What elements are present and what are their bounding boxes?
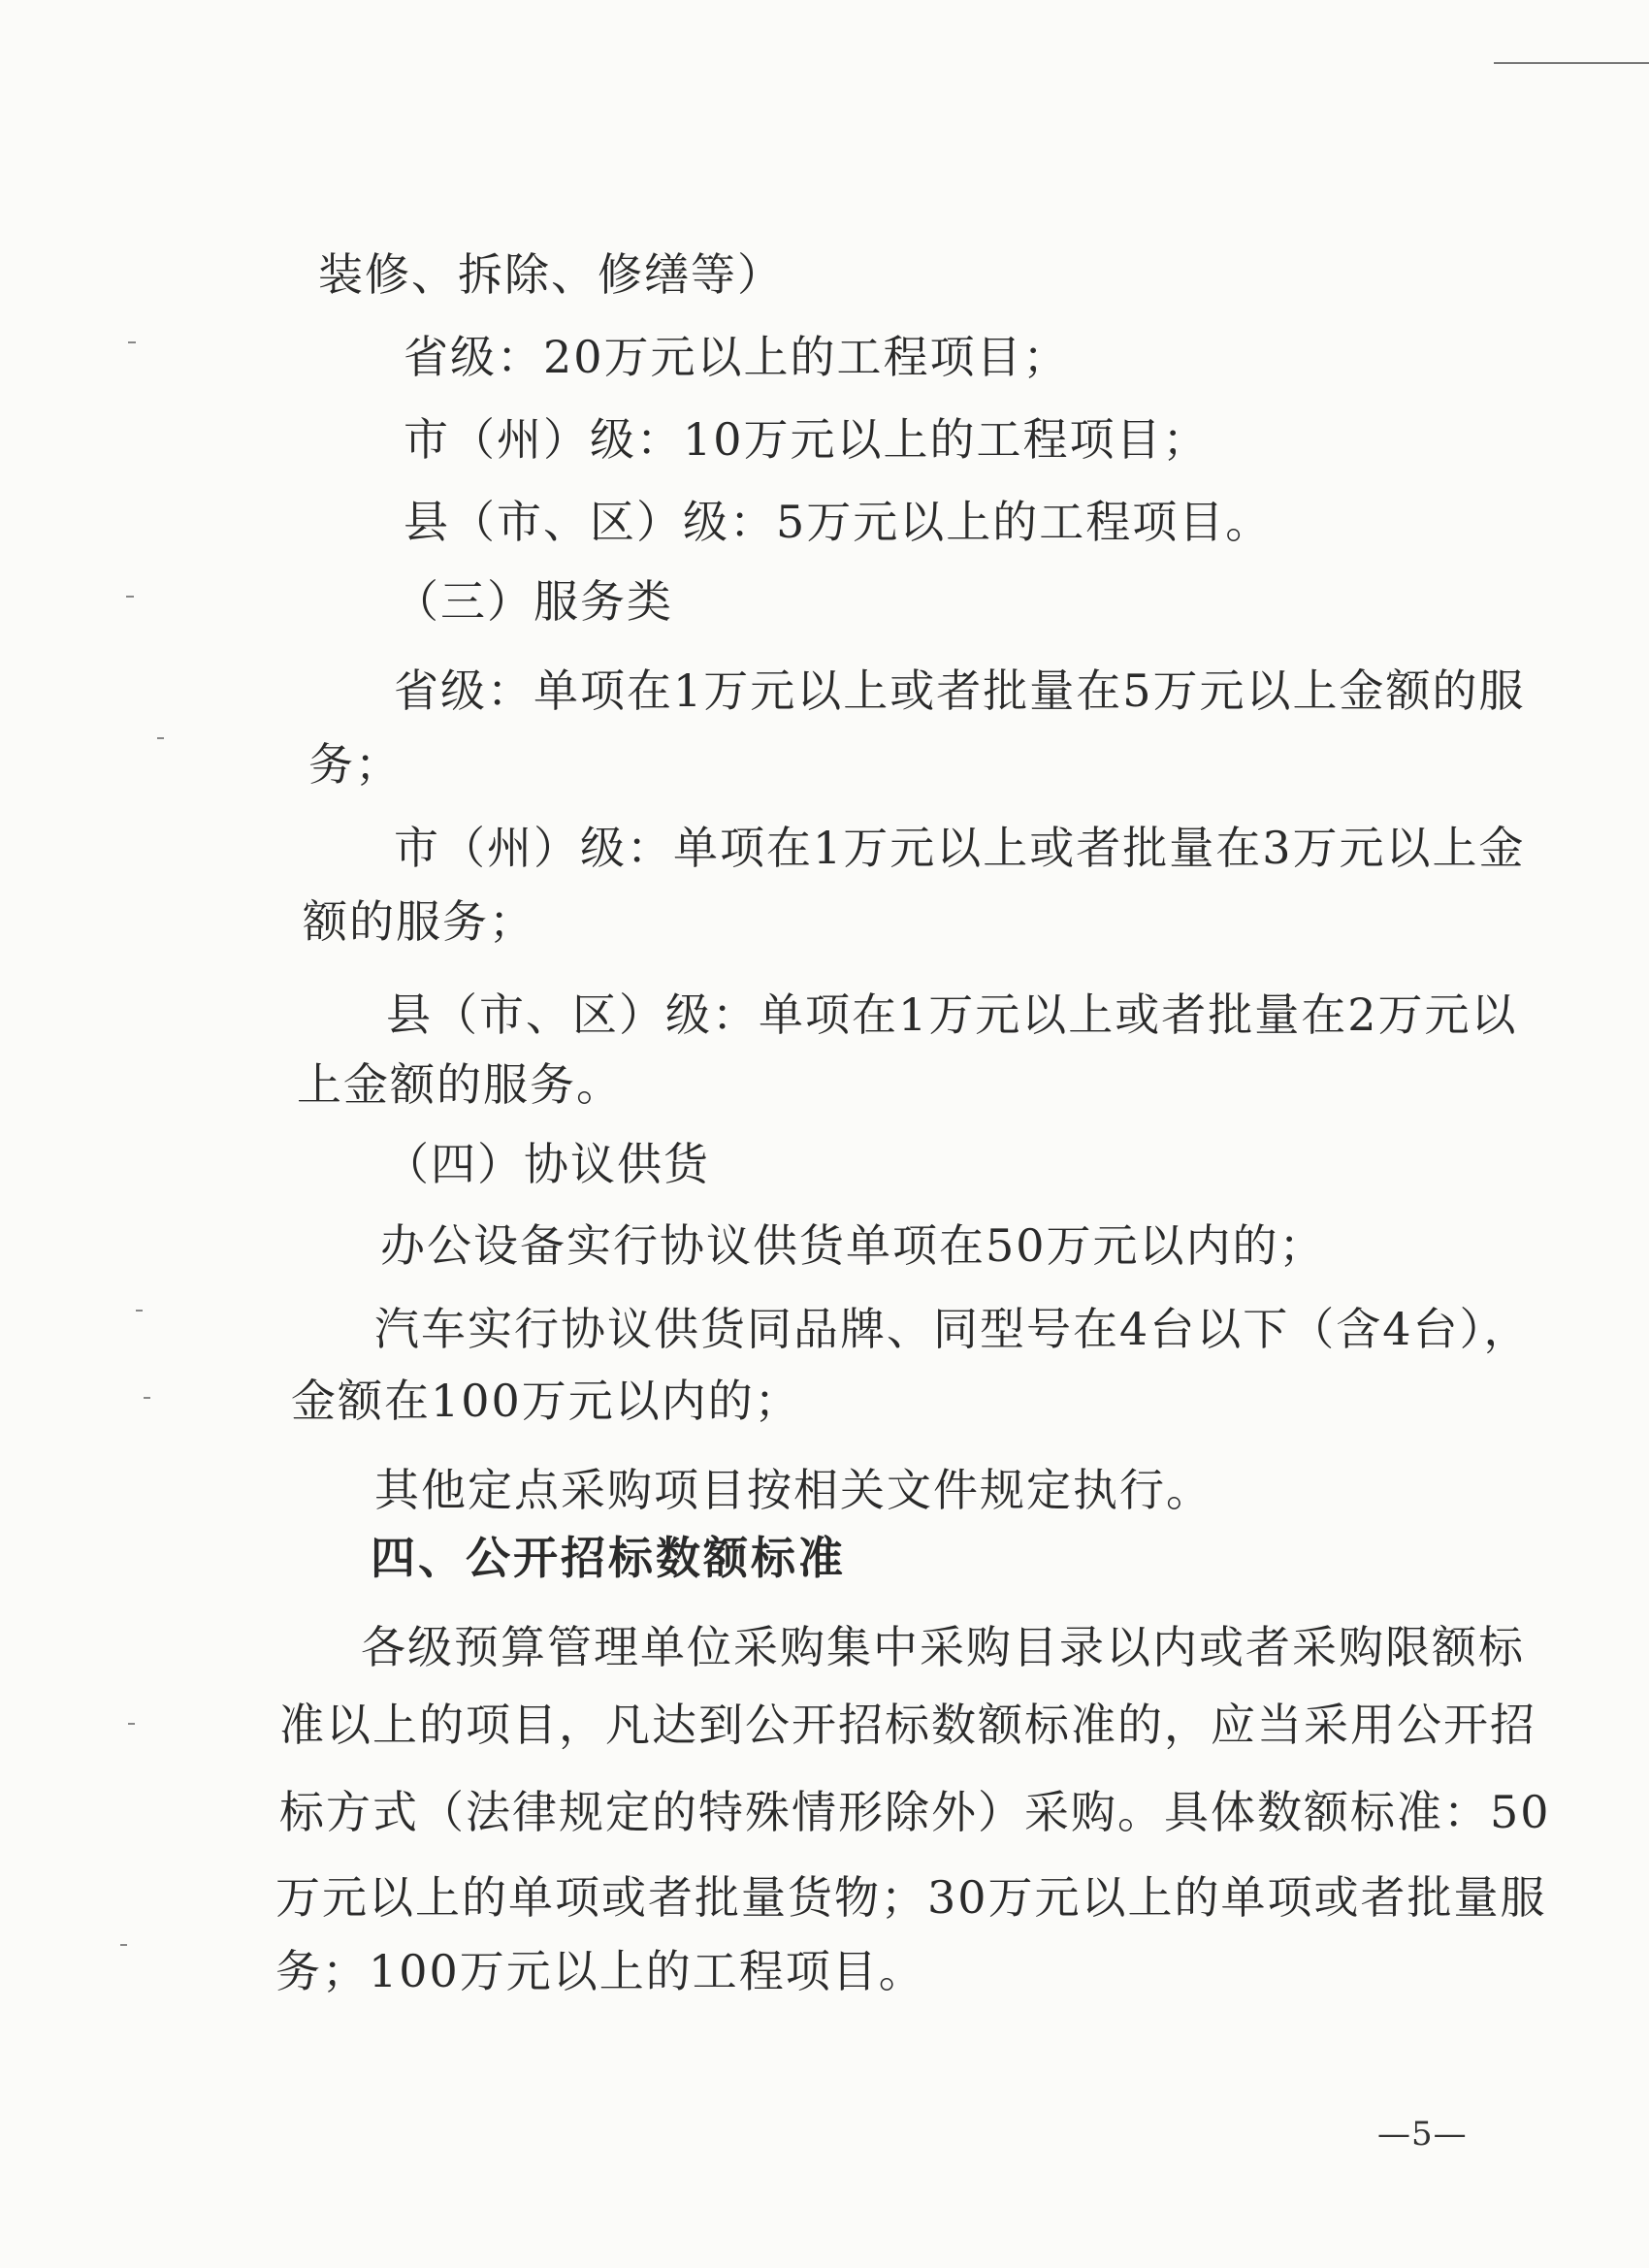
text-line: 务； <box>308 738 402 791</box>
page-number: —5— <box>1377 2115 1468 2154</box>
text-line: 省级：单项在1万元以上或者批量在5万元以上金额的服 <box>394 664 1526 717</box>
scan-speck <box>128 341 136 343</box>
subsection-heading: （三）服务类 <box>394 575 673 628</box>
text-line: 其他定点采购项目按相关文件规定执行。 <box>374 1464 1212 1516</box>
subsection-heading: （四）协议供货 <box>384 1138 710 1190</box>
text-line: 装修、拆除、修缮等） <box>318 248 784 301</box>
text-line: 县（市、区）级：5万元以上的工程项目。 <box>404 496 1273 548</box>
scan-speck <box>120 1944 127 1946</box>
text-line: 省级：20万元以上的工程项目； <box>404 331 1070 383</box>
scan-speck <box>128 1723 135 1725</box>
text-line: 金额在100万元以内的； <box>291 1375 801 1427</box>
text-line: 汽车实行协议供货同品牌、同型号在4台以下（含4台）， <box>374 1303 1531 1355</box>
scan-speck <box>126 596 134 598</box>
text-line: 县（市、区）级：单项在1万元以上或者批量在2万元以 <box>386 988 1518 1041</box>
scan-speck <box>136 1310 143 1312</box>
scan-speck <box>144 1397 150 1399</box>
text-line: 额的服务； <box>303 895 535 948</box>
text-line: 市（州）级：单项在1万元以上或者批量在3万元以上金 <box>394 822 1526 874</box>
paragraph-line: 标方式（法律规定的特殊情形除外）采购。具体数额标准：50 <box>279 1786 1551 1838</box>
section-heading: 四、公开招标数额标准 <box>371 1532 846 1584</box>
paragraph-line: 各级预算管理单位采购集中采购目录以内或者采购限额标 <box>361 1621 1525 1673</box>
paragraph-line: 务；100万元以上的工程项目。 <box>275 1945 925 1997</box>
text-line: 办公设备实行协议供货单项在50万元以内的； <box>380 1219 1326 1272</box>
paragraph-line: 准以上的项目，凡达到公开招标数额标准的，应当采用公开招 <box>279 1699 1536 1751</box>
top-edge-rule <box>1494 62 1649 64</box>
paragraph-line: 万元以上的单项或者批量货物；30万元以上的单项或者批量服 <box>275 1871 1547 1924</box>
scan-speck <box>157 737 164 739</box>
text-line: 市（州）级：10万元以上的工程项目； <box>404 413 1210 466</box>
text-line: 上金额的服务。 <box>297 1058 623 1111</box>
